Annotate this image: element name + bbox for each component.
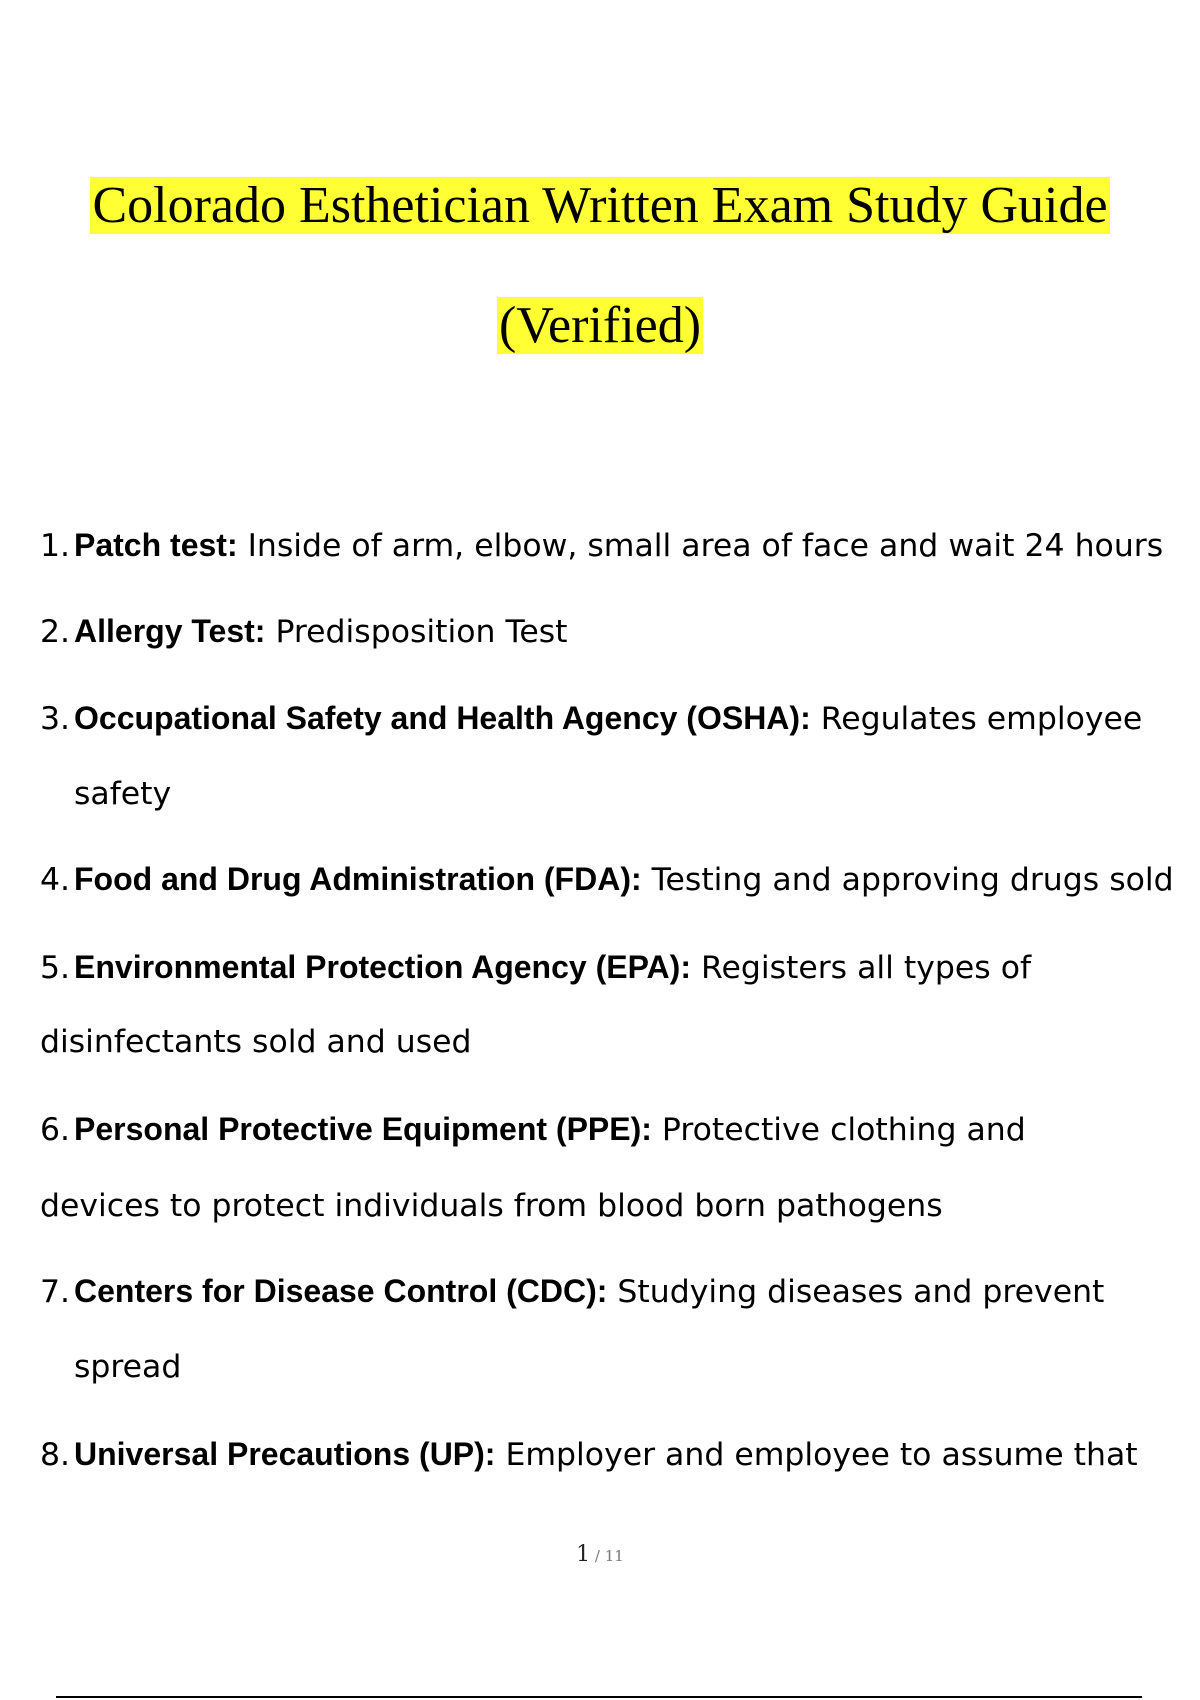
item-number: 8. [40, 1437, 71, 1473]
list-item [40, 1434, 1200, 1475]
item-number: 1. [40, 528, 71, 564]
item-definition: Protective clothing and [651, 1112, 1026, 1148]
list-item [40, 947, 1200, 988]
item-definition: Employer and employee to assume that [495, 1437, 1138, 1473]
item-term: Centers for Disease Control (CDC): [74, 1273, 608, 1309]
list-item [40, 1271, 1200, 1312]
item-definition: Predisposition Test [265, 614, 568, 650]
item-number: 5. [40, 950, 71, 986]
list-item [40, 698, 1200, 739]
item-number: 2. [40, 614, 71, 650]
item-definition: Studying diseases and prevent [607, 1274, 1105, 1310]
item-definition-continuation: safety [74, 776, 172, 812]
page-divider [56, 1696, 1142, 1698]
item-number: 6. [40, 1112, 71, 1148]
list-item [40, 1109, 1200, 1150]
item-term: Patch test: [74, 527, 238, 563]
list-item [40, 611, 1200, 652]
list-item [40, 525, 1200, 566]
item-term: Personal Protective Equipment (PPE): [74, 1111, 652, 1147]
item-term: Food and Drug Administration (FDA): [74, 861, 642, 897]
item-definition: Inside of arm, elbow, small area of face and wait 24 hours [237, 528, 1164, 564]
list-item [40, 859, 1200, 900]
item-definition: Registers all types of [690, 950, 1032, 986]
item-term: Universal Precautions (UP): [74, 1436, 496, 1472]
item-definition-continuation: spread [74, 1349, 182, 1385]
item-number: 3. [40, 701, 71, 737]
page-number-separator: / [590, 1547, 605, 1565]
item-term: Occupational Safety and Health Agency (OSHA): [74, 700, 811, 736]
item-definition-continuation: disinfectants sold and used [40, 1024, 472, 1060]
item-term: Allergy Test: [74, 613, 266, 649]
page-number [0, 1542, 1200, 1567]
title-highlight: (Verified) [498, 297, 702, 354]
item-definition: Testing and approving drugs sold [641, 862, 1174, 898]
page-number-current: 1 [576, 1542, 591, 1567]
item-term: Environmental Protection Agency (EPA): [74, 949, 691, 985]
item-definition-continuation: devices to protect individuals from blood born pathogens [40, 1188, 943, 1224]
title-highlight: Colorado Esthetician Written Exam Study Guide [92, 177, 1108, 234]
page-number-total: 11 [604, 1547, 624, 1565]
item-number: 7. [40, 1274, 71, 1310]
item-definition: Regulates employee [810, 701, 1143, 737]
item-number: 4. [40, 862, 71, 898]
document-title [0, 174, 1200, 238]
document-title-verified [0, 294, 1200, 358]
